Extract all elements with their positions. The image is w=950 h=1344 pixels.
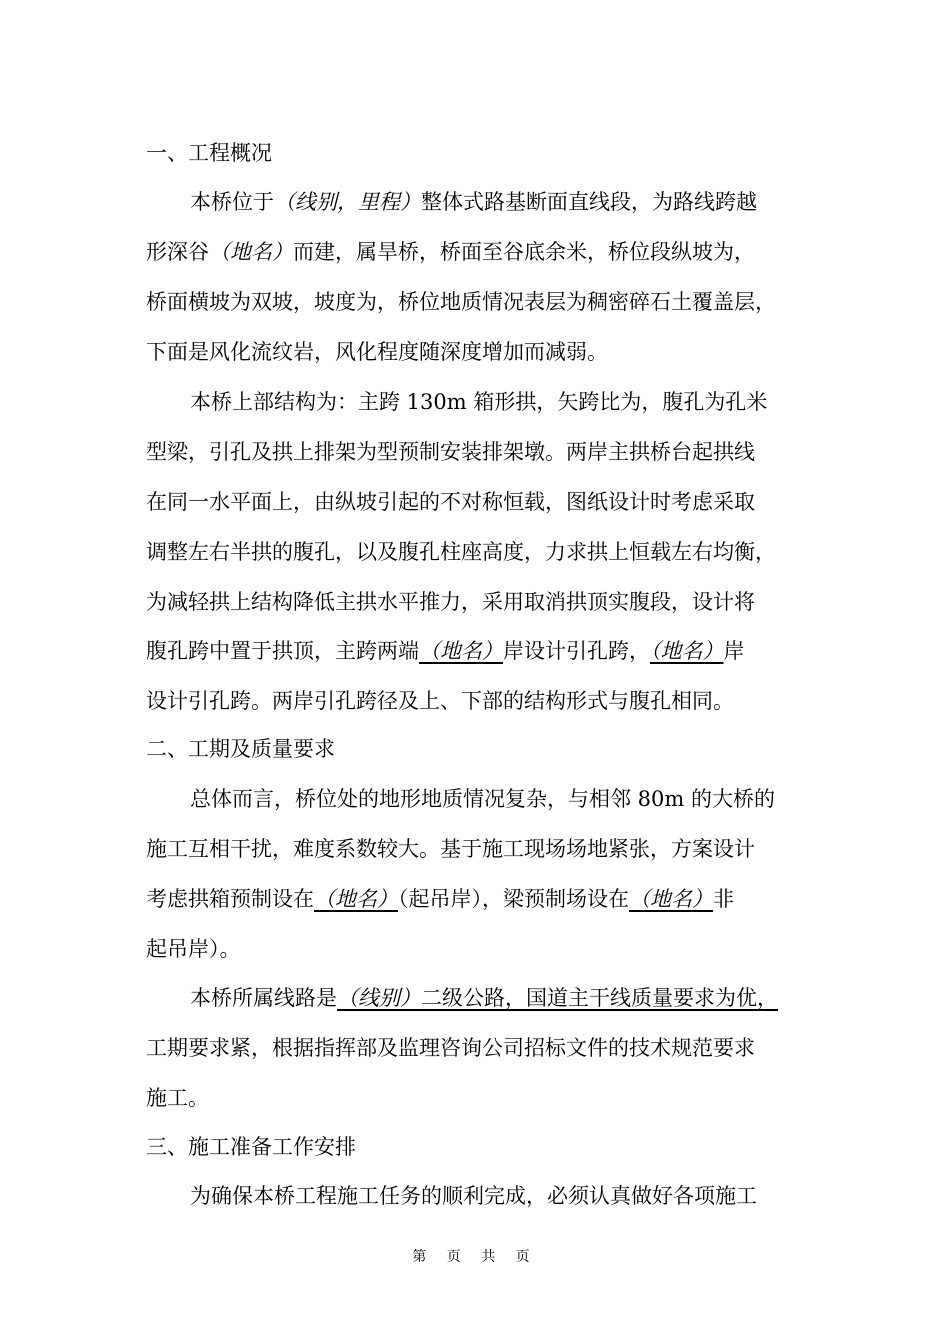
placeholder-place-name: （地名） bbox=[314, 887, 398, 911]
page-footer: 第 页 共 页 bbox=[412, 1249, 538, 1265]
paragraph-3-line-2: 施工互相干扰，难度系数较大。基于施工现场场地紧张，方案设计 bbox=[146, 837, 755, 861]
placeholder-place-name: （地名） bbox=[650, 639, 724, 663]
paragraph-2-line-3: 在同一水平面上，由纵坡引起的不对称恒载，图纸设计时考虑采取 bbox=[146, 490, 755, 514]
text-run: （起吊岸），梁预制场设在 bbox=[398, 887, 629, 911]
placeholder-route-mileage: （线别，里程） bbox=[274, 190, 421, 214]
text-run: 整体式路基断面直线段，为路线跨越 bbox=[421, 190, 757, 214]
paragraph-4-line-3: 施工。 bbox=[146, 1086, 209, 1110]
section-heading-2: 二、工期及质量要求 bbox=[146, 737, 335, 761]
section-heading-1: 一、工程概况 bbox=[146, 141, 272, 165]
paragraph-2-line-4: 调整左右半拱的腹孔，以及腹孔柱座高度，力求拱上恒载左右均衡， bbox=[146, 540, 776, 564]
text-run: 本桥所属线路是 bbox=[190, 986, 337, 1010]
text-run: 腹孔跨中置于拱顶，主跨两端 bbox=[146, 639, 419, 663]
text-run: 非 bbox=[713, 887, 734, 911]
paragraph-5-line-1: 为确保本桥工程施工任务的顺利完成，必须认真做好各项施工 bbox=[190, 1184, 757, 1208]
text-run: 二级公路，国道主干线质量要求为优， bbox=[421, 986, 778, 1010]
paragraph-1-line-2 bbox=[146, 237, 755, 267]
text-run: 考虑拱箱预制设在 bbox=[146, 887, 314, 911]
placeholder-place-name: （地名） bbox=[209, 240, 293, 264]
paragraph-1-line-1 bbox=[190, 187, 757, 217]
paragraph-2-line-7: 设计引孔跨。两岸引孔跨径及上、下部的结构形式与腹孔相同。 bbox=[146, 689, 734, 713]
paragraph-2-line-2: 型梁，引孔及拱上排架为型预制安装排架墩。两岸主拱桥台起拱线 bbox=[146, 440, 755, 464]
paragraph-2-line-6 bbox=[146, 636, 745, 666]
text-run: 本桥位于 bbox=[190, 190, 274, 214]
paragraph-3-line-3 bbox=[146, 884, 734, 914]
text-run: 形深谷 bbox=[146, 240, 209, 264]
paragraph-2-line-1: 本桥上部结构为：主跨 130m 箱形拱，矢跨比为，腹孔为孔米 bbox=[190, 390, 768, 414]
paragraph-3-line-1: 总体而言，桥位处的地形地质情况复杂，与相邻 80m 的大桥的 bbox=[190, 787, 775, 811]
paragraph-4-line-2: 工期要求紧，根据指挥部及监理咨询公司招标文件的技术规范要求 bbox=[146, 1036, 755, 1060]
paragraph-2-line-5: 为减轻拱上结构降低主拱水平推力，采用取消拱顶实腹段，设计将 bbox=[146, 590, 755, 614]
paragraph-1-line-3: 桥面横坡为双坡，坡度为，桥位地质情况表层为稠密碎石土覆盖层， bbox=[146, 290, 776, 314]
placeholder-route: （线别） bbox=[337, 986, 421, 1010]
placeholder-place-name: （地名） bbox=[629, 887, 713, 911]
section-heading-3: 三、施工准备工作安排 bbox=[146, 1135, 356, 1159]
text-run: 岸 bbox=[723, 639, 745, 663]
text-run: 岸设计引孔跨， bbox=[503, 639, 650, 663]
placeholder-place-name: （地名） bbox=[419, 639, 503, 663]
text-run: 而建，属旱桥，桥面至谷底余米，桥位段纵坡为， bbox=[293, 240, 755, 264]
paragraph-4-line-1 bbox=[190, 983, 778, 1013]
paragraph-3-line-4: 起吊岸）。 bbox=[146, 937, 241, 961]
paragraph-1-line-4: 下面是风化流纹岩，风化程度随深度增加而减弱。 bbox=[146, 340, 608, 364]
